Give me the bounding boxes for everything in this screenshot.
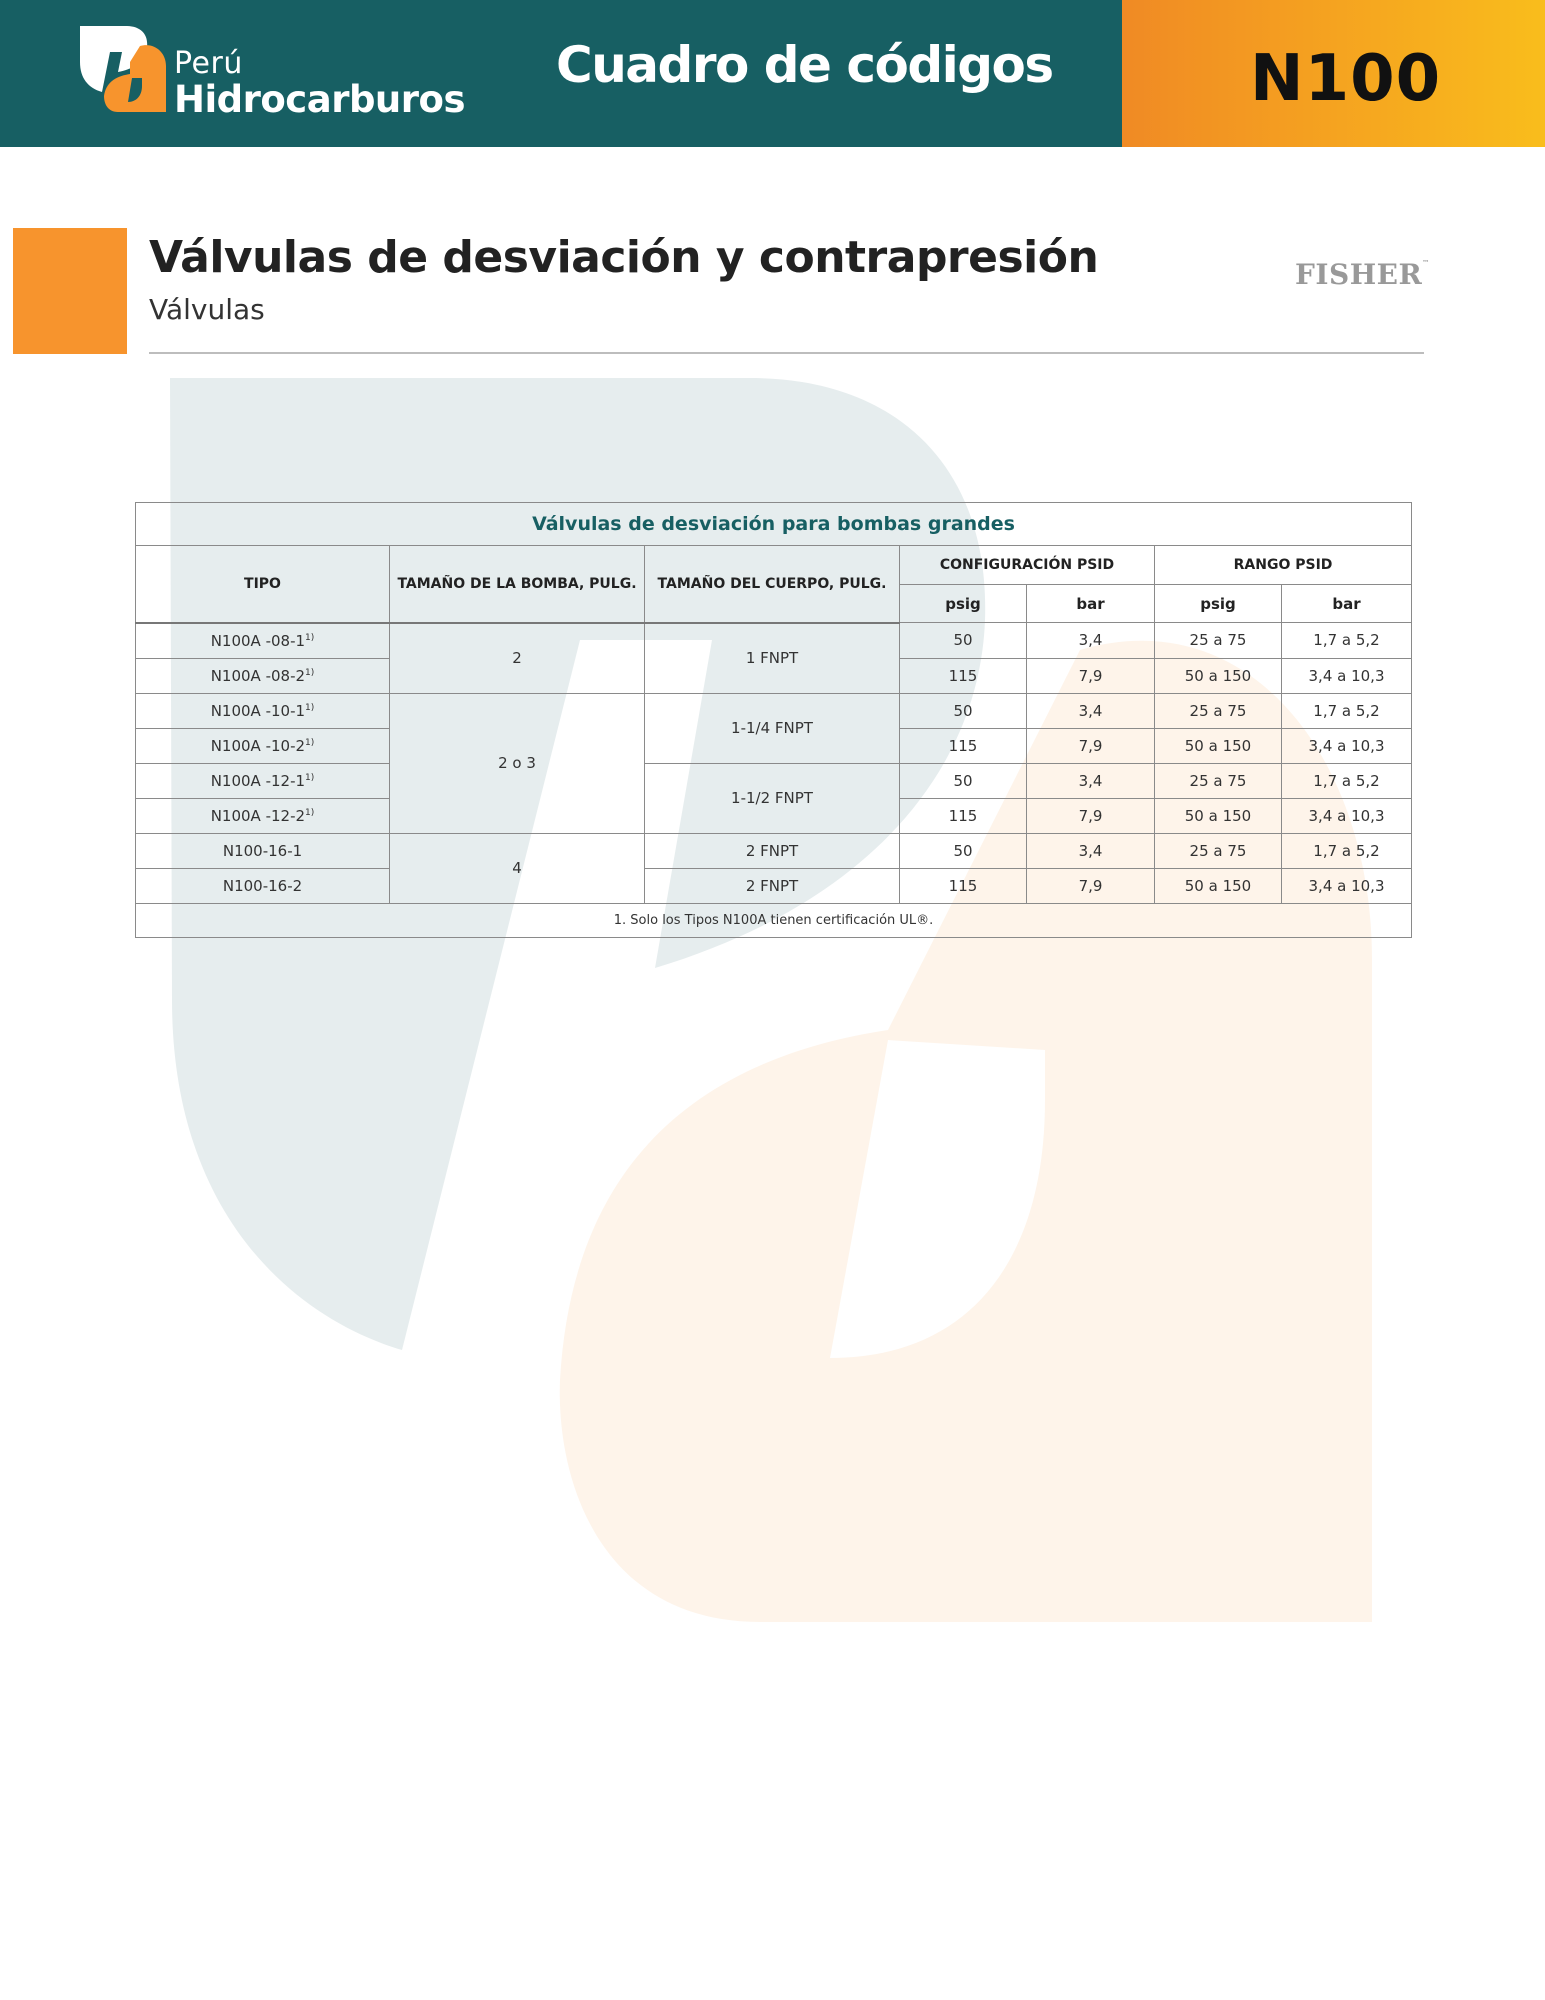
cell-tipo [136, 798, 390, 833]
cell-tipo [136, 833, 390, 868]
table-footnote: 1. Solo los Tipos N100A tienen certificación UL®. [136, 903, 1412, 937]
header-range-bar: bar [1282, 585, 1412, 623]
cell-tipo [136, 658, 390, 693]
cell-config-bar: 7,9 [1027, 728, 1155, 763]
cell-range-psig: 25 a 75 [1155, 833, 1282, 868]
header-config-psig: psig [900, 585, 1027, 623]
cell-range-psig: 25 a 75 [1155, 763, 1282, 798]
footnote-mark: 1) [305, 702, 315, 713]
cell-range-bar: 3,4 a 10,3 [1282, 728, 1412, 763]
table-row [136, 623, 1412, 659]
cell-range-bar: 3,4 a 10,3 [1282, 798, 1412, 833]
cell-config-psig: 115 [900, 728, 1027, 763]
header-range-psig: psig [1155, 585, 1282, 623]
footnote-mark: 1) [305, 737, 315, 748]
cell-pump-size: 2 o 3 [390, 693, 645, 833]
tipo-text: N100-16-1 [222, 841, 303, 860]
footnote-mark: 1) [305, 772, 315, 783]
spec-table [135, 502, 1412, 938]
cell-range-bar: 1,7 a 5,2 [1282, 763, 1412, 798]
header-body-size: TAMAÑO DEL CUERPO, PULG. [645, 546, 900, 623]
section-accent-block [13, 228, 127, 354]
header-title: Cuadro de códigos [556, 36, 1053, 94]
cell-tipo [136, 623, 390, 659]
section-divider [149, 352, 1424, 354]
cell-range-bar: 1,7 a 5,2 [1282, 693, 1412, 728]
cell-config-psig: 115 [900, 868, 1027, 903]
header-config-psid: CONFIGURACIÓN PSID [900, 546, 1155, 585]
tipo-text: N100A -08-1 [210, 631, 306, 650]
cell-range-psig: 25 a 75 [1155, 693, 1282, 728]
cell-config-psig: 115 [900, 658, 1027, 693]
tipo-text: N100A -08-2 [210, 666, 306, 685]
cell-range-bar: 3,4 a 10,3 [1282, 868, 1412, 903]
cell-tipo [136, 868, 390, 903]
cell-range-psig: 50 a 150 [1155, 868, 1282, 903]
cell-body-size: 2 FNPT [645, 868, 900, 903]
tipo-text: N100A -12-2 [210, 806, 306, 825]
model-code: N100 [1250, 42, 1442, 116]
cell-body-size: 1 FNPT [645, 623, 900, 694]
cell-config-bar: 3,4 [1027, 623, 1155, 659]
table-footnote-row [136, 903, 1412, 937]
footnote-mark: 1) [305, 807, 315, 818]
section-subtitle: Válvulas [149, 293, 265, 326]
header-pump-size: TAMAÑO DE LA BOMBA, PULG. [390, 546, 645, 623]
fisher-tm: ™ [1422, 258, 1430, 267]
cell-tipo [136, 763, 390, 798]
header-config-bar: bar [1027, 585, 1155, 623]
table-row [136, 833, 1412, 868]
cell-range-psig: 50 a 150 [1155, 798, 1282, 833]
cell-range-psig: 25 a 75 [1155, 623, 1282, 659]
header-range-psid: RANGO PSID [1155, 546, 1412, 585]
cell-config-psig: 50 [900, 763, 1027, 798]
footnote-mark: 1) [305, 632, 315, 643]
tipo-text: N100A -12-1 [210, 771, 306, 790]
cell-range-bar: 1,7 a 5,2 [1282, 623, 1412, 659]
table-caption: Válvulas de desviación para bombas grandes [136, 503, 1412, 546]
table-header-row [136, 546, 1412, 585]
cell-config-bar: 3,4 [1027, 763, 1155, 798]
header-tipo: TIPO [136, 546, 390, 623]
cell-range-psig: 50 a 150 [1155, 728, 1282, 763]
table-row [136, 693, 1412, 728]
table-caption-row [136, 503, 1412, 546]
brand-name-line1: Perú [174, 46, 243, 81]
cell-config-bar: 7,9 [1027, 658, 1155, 693]
tipo-text: N100A -10-1 [210, 701, 306, 720]
cell-body-size: 2 FNPT [645, 833, 900, 868]
cell-config-psig: 115 [900, 798, 1027, 833]
cell-range-psig: 50 a 150 [1155, 658, 1282, 693]
cell-range-bar: 1,7 a 5,2 [1282, 833, 1412, 868]
fisher-logo [1295, 258, 1430, 291]
cell-config-psig: 50 [900, 623, 1027, 659]
footnote-mark: 1) [305, 667, 315, 678]
cell-body-size: 1-1/4 FNPT [645, 693, 900, 763]
cell-config-bar: 3,4 [1027, 693, 1155, 728]
table-row [136, 868, 1412, 903]
peru-hidrocarburos-logo-icon [74, 22, 174, 116]
cell-config-bar: 7,9 [1027, 798, 1155, 833]
cell-pump-size: 2 [390, 623, 645, 694]
cell-pump-size: 4 [390, 833, 645, 903]
page-header [0, 0, 1545, 147]
cell-config-psig: 50 [900, 833, 1027, 868]
cell-tipo [136, 728, 390, 763]
brand-name-line2: Hidrocarburos [174, 78, 465, 121]
cell-config-psig: 50 [900, 693, 1027, 728]
cell-tipo [136, 693, 390, 728]
cell-config-bar: 7,9 [1027, 868, 1155, 903]
fisher-logo-text: FISHER [1295, 258, 1423, 291]
cell-config-bar: 3,4 [1027, 833, 1155, 868]
section-title: Válvulas de desviación y contrapresión [149, 232, 1099, 283]
tipo-text: N100-16-2 [222, 876, 303, 895]
cell-body-size: 1-1/2 FNPT [645, 763, 900, 833]
tipo-text: N100A -10-2 [210, 736, 306, 755]
table-row [136, 763, 1412, 798]
cell-range-bar: 3,4 a 10,3 [1282, 658, 1412, 693]
